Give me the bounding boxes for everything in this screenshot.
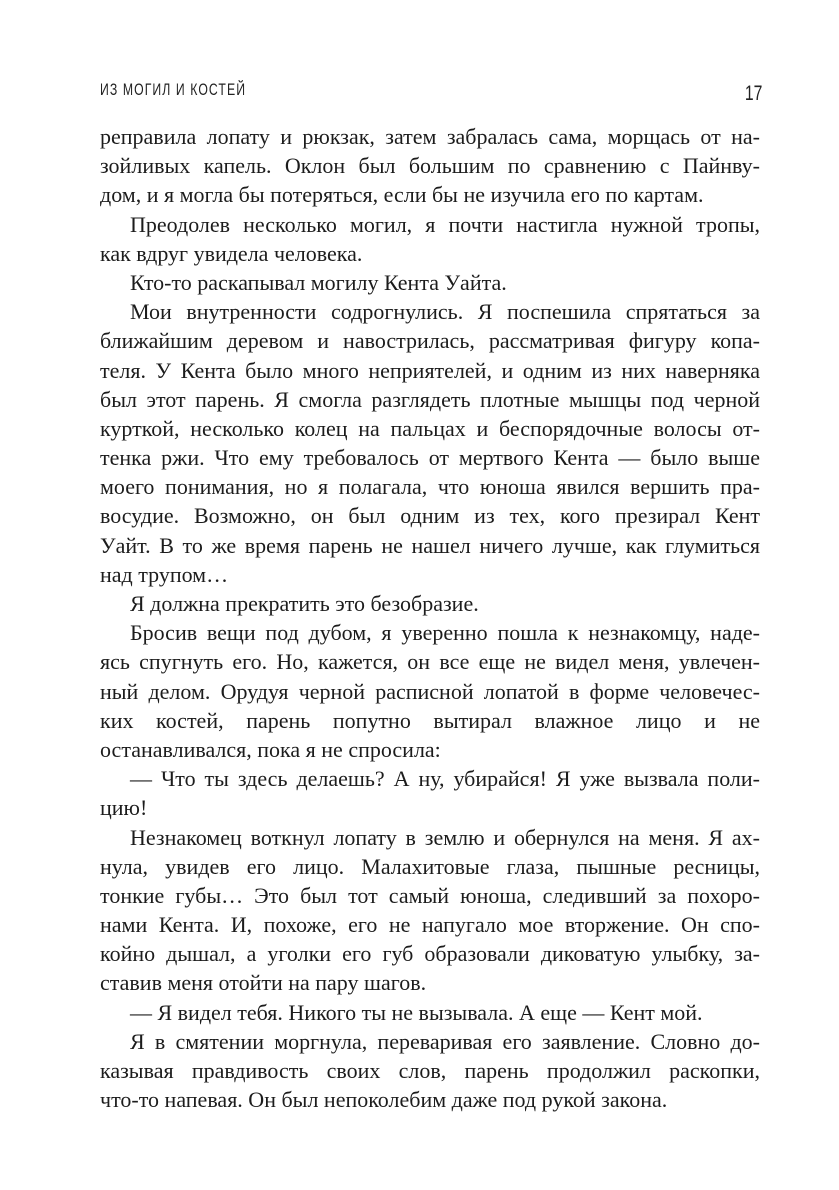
text-line: был этот парень. Я смогла разглядеть плотные мышцы под черной: [100, 386, 760, 412]
text-line: койно дышал, а уголки его губ образовали диковатую улыбку, за-: [100, 941, 760, 967]
text-line: Кто-то раскапывал могилу Кента Уайта.: [130, 269, 507, 295]
text-line: тенка ржи. Что ему требовалось от мертвого Кента — было выше: [100, 445, 760, 471]
text-line: реправила лопату и рюкзак, затем забралась сама, морщась от на-: [100, 124, 760, 149]
text-line: что-то напевая. Он был непоколебим даже под рукой закона.: [100, 1087, 668, 1113]
text-line: Уайт. В то же время парень не нашел ничего лучше, как глумиться: [100, 532, 760, 558]
text-line: — Я видел тебя. Никого ты не вызывала. А еще — Кент мой.: [130, 999, 703, 1025]
page-header: [100, 80, 762, 110]
text-line: цию!: [100, 795, 148, 821]
text-line: над трупом…: [100, 561, 229, 587]
text-line: Я в смятении моргнула, переваривая его заявление. Словно до-: [130, 1028, 760, 1054]
text-line: ясь спугнуть его. Но, кажется, он все еще не видел меня, увлечен-: [100, 649, 760, 675]
text-line: Преодолев несколько могил, я почти настигла нужной тропы,: [130, 211, 760, 237]
text-line: теля. У Кента было много неприятелей, и одним из них наверняка: [100, 357, 760, 383]
text-line: курткой, несколько колец на пальцах и беспорядочные волосы от-: [100, 415, 760, 441]
text-line: ких костей, парень попутно вытирал влажное лицо и не: [100, 707, 760, 733]
page-number: 17: [744, 82, 762, 105]
text-line: дом, и я могла бы потеряться, если бы не изучила его по картам.: [100, 182, 704, 208]
text-line: казывая правдивость своих слов, парень продолжил раскопки,: [100, 1058, 760, 1083]
text-line: Незнакомец воткнул лопату в землю и обернулся на меня. Я ах-: [130, 824, 760, 850]
body-text: [100, 122, 760, 1114]
text-line: нами Кента. И, похоже, его не напугало мое вторжение. Он спо-: [100, 912, 760, 938]
text-line: останавливался, пока я не спросила:: [100, 736, 441, 762]
text-line: нула, увидев его лицо. Малахитовые глаза, пышные ресницы,: [100, 853, 760, 879]
text-line: Мои внутренности содрогнулись. Я поспешила спрятаться за: [130, 299, 760, 325]
text-line: моего понимания, но я полагала, что юноша явился вершить пра-: [100, 474, 760, 500]
text-line: ный делом. Орудуя черной расписной лопатой в форме человечес-: [100, 678, 760, 704]
text-line: зойливых капель. Оклон был большим по сравнению с Пайнву-: [100, 153, 760, 179]
text-line: — Что ты здесь делаешь? А ну, убирайся! Я уже вызвала поли-: [130, 766, 760, 792]
running-title: ИЗ МОГИЛ И КОСТЕЙ: [100, 80, 247, 99]
text-line: Бросив вещи под дубом, я уверенно пошла к незнакомцу, наде-: [130, 620, 760, 646]
text-line: Я должна прекратить это безобразие.: [130, 591, 479, 616]
text-line: ставив меня отойти на пару шагов.: [100, 970, 427, 996]
text-line: восудие. Возможно, он был одним из тех, кого презирал Кент: [100, 503, 760, 529]
text-line: как вдруг увидела человека.: [100, 240, 363, 266]
text-line: ближайшим деревом и навострилась, рассматривая фигуру копа-: [100, 328, 760, 354]
text-line: тонкие губы… Это был тот самый юноша, следивший за похоро-: [100, 882, 760, 908]
